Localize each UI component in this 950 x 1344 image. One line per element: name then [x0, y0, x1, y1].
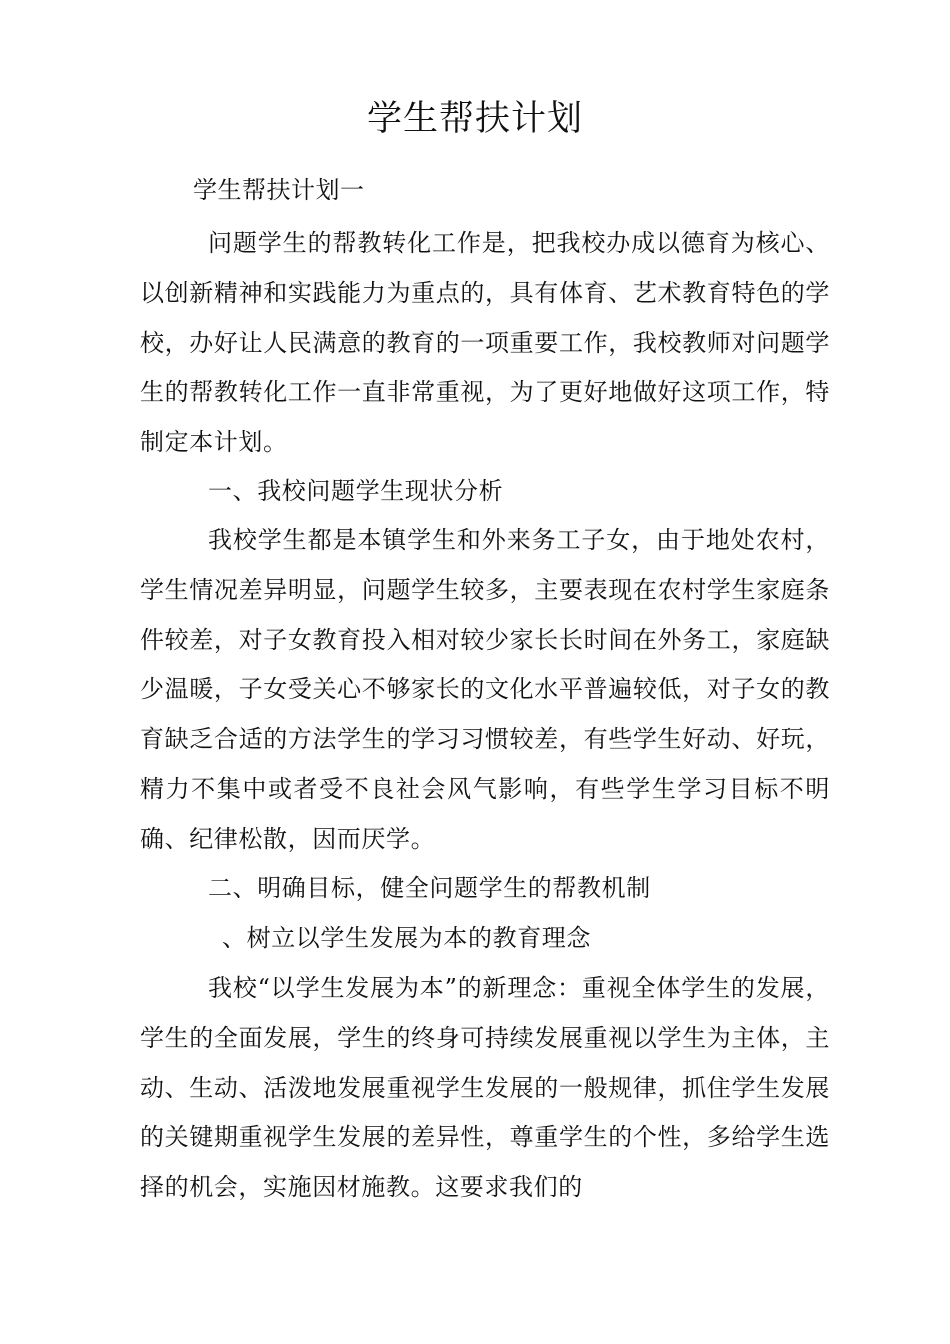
concept-paragraph: 我校“以学生发展为本”的新理念：重视全体学生的发展，学生的全面发展，学生的终身可持续发展重视以学生为主体，主动、生动、活泼地发展重视学生发展的一般规律，抓住学生发展的关键期重视学生发展的差异性，尊重学生的个性，多给学生选择的机会，实施因材施教。这要求我们的 — [140, 974, 830, 1202]
analysis-paragraph: 我校学生都是本镇学生和外来务工子女，由于地处农村，学生情况差异明显，问题学生较多，主要表现在农村学生家庭条件较差，对子女教育投入相对较少家长长时间在外务工，家庭缺少温暖，子女受关心不够家长的文化水平普遍较低，对子女的教育缺乏合适的方法学生的学习习惯较差，有些学生好动、好玩，精力不集中或者受不良社会风气影响，有些学生学习目标不明确、纪律松散，因而厌学。 — [140, 526, 830, 853]
section-heading-1: 一、我校问题学生现状分析 — [208, 477, 504, 505]
subsection-heading: 、树立以学生发展为本的教育理念 — [222, 924, 591, 952]
document-title: 学生帮扶计划 — [366, 99, 583, 139]
section-heading-2: 二、明确目标，健全问题学生的帮教机制 — [208, 874, 651, 902]
section-subtitle: 学生帮扶计划一 — [193, 176, 365, 204]
intro-paragraph: 问题学生的帮教转化工作是，把我校办成以德育为核心、以创新精神和实践能力为重点的，具有体育、艺术教育特色的学校，办好让人民满意的教育的一项重要工作，我校教师对问题学生的帮教转化工作一直非常重视，为了更好地做好这项工作，特制定本计划。 — [140, 229, 830, 457]
